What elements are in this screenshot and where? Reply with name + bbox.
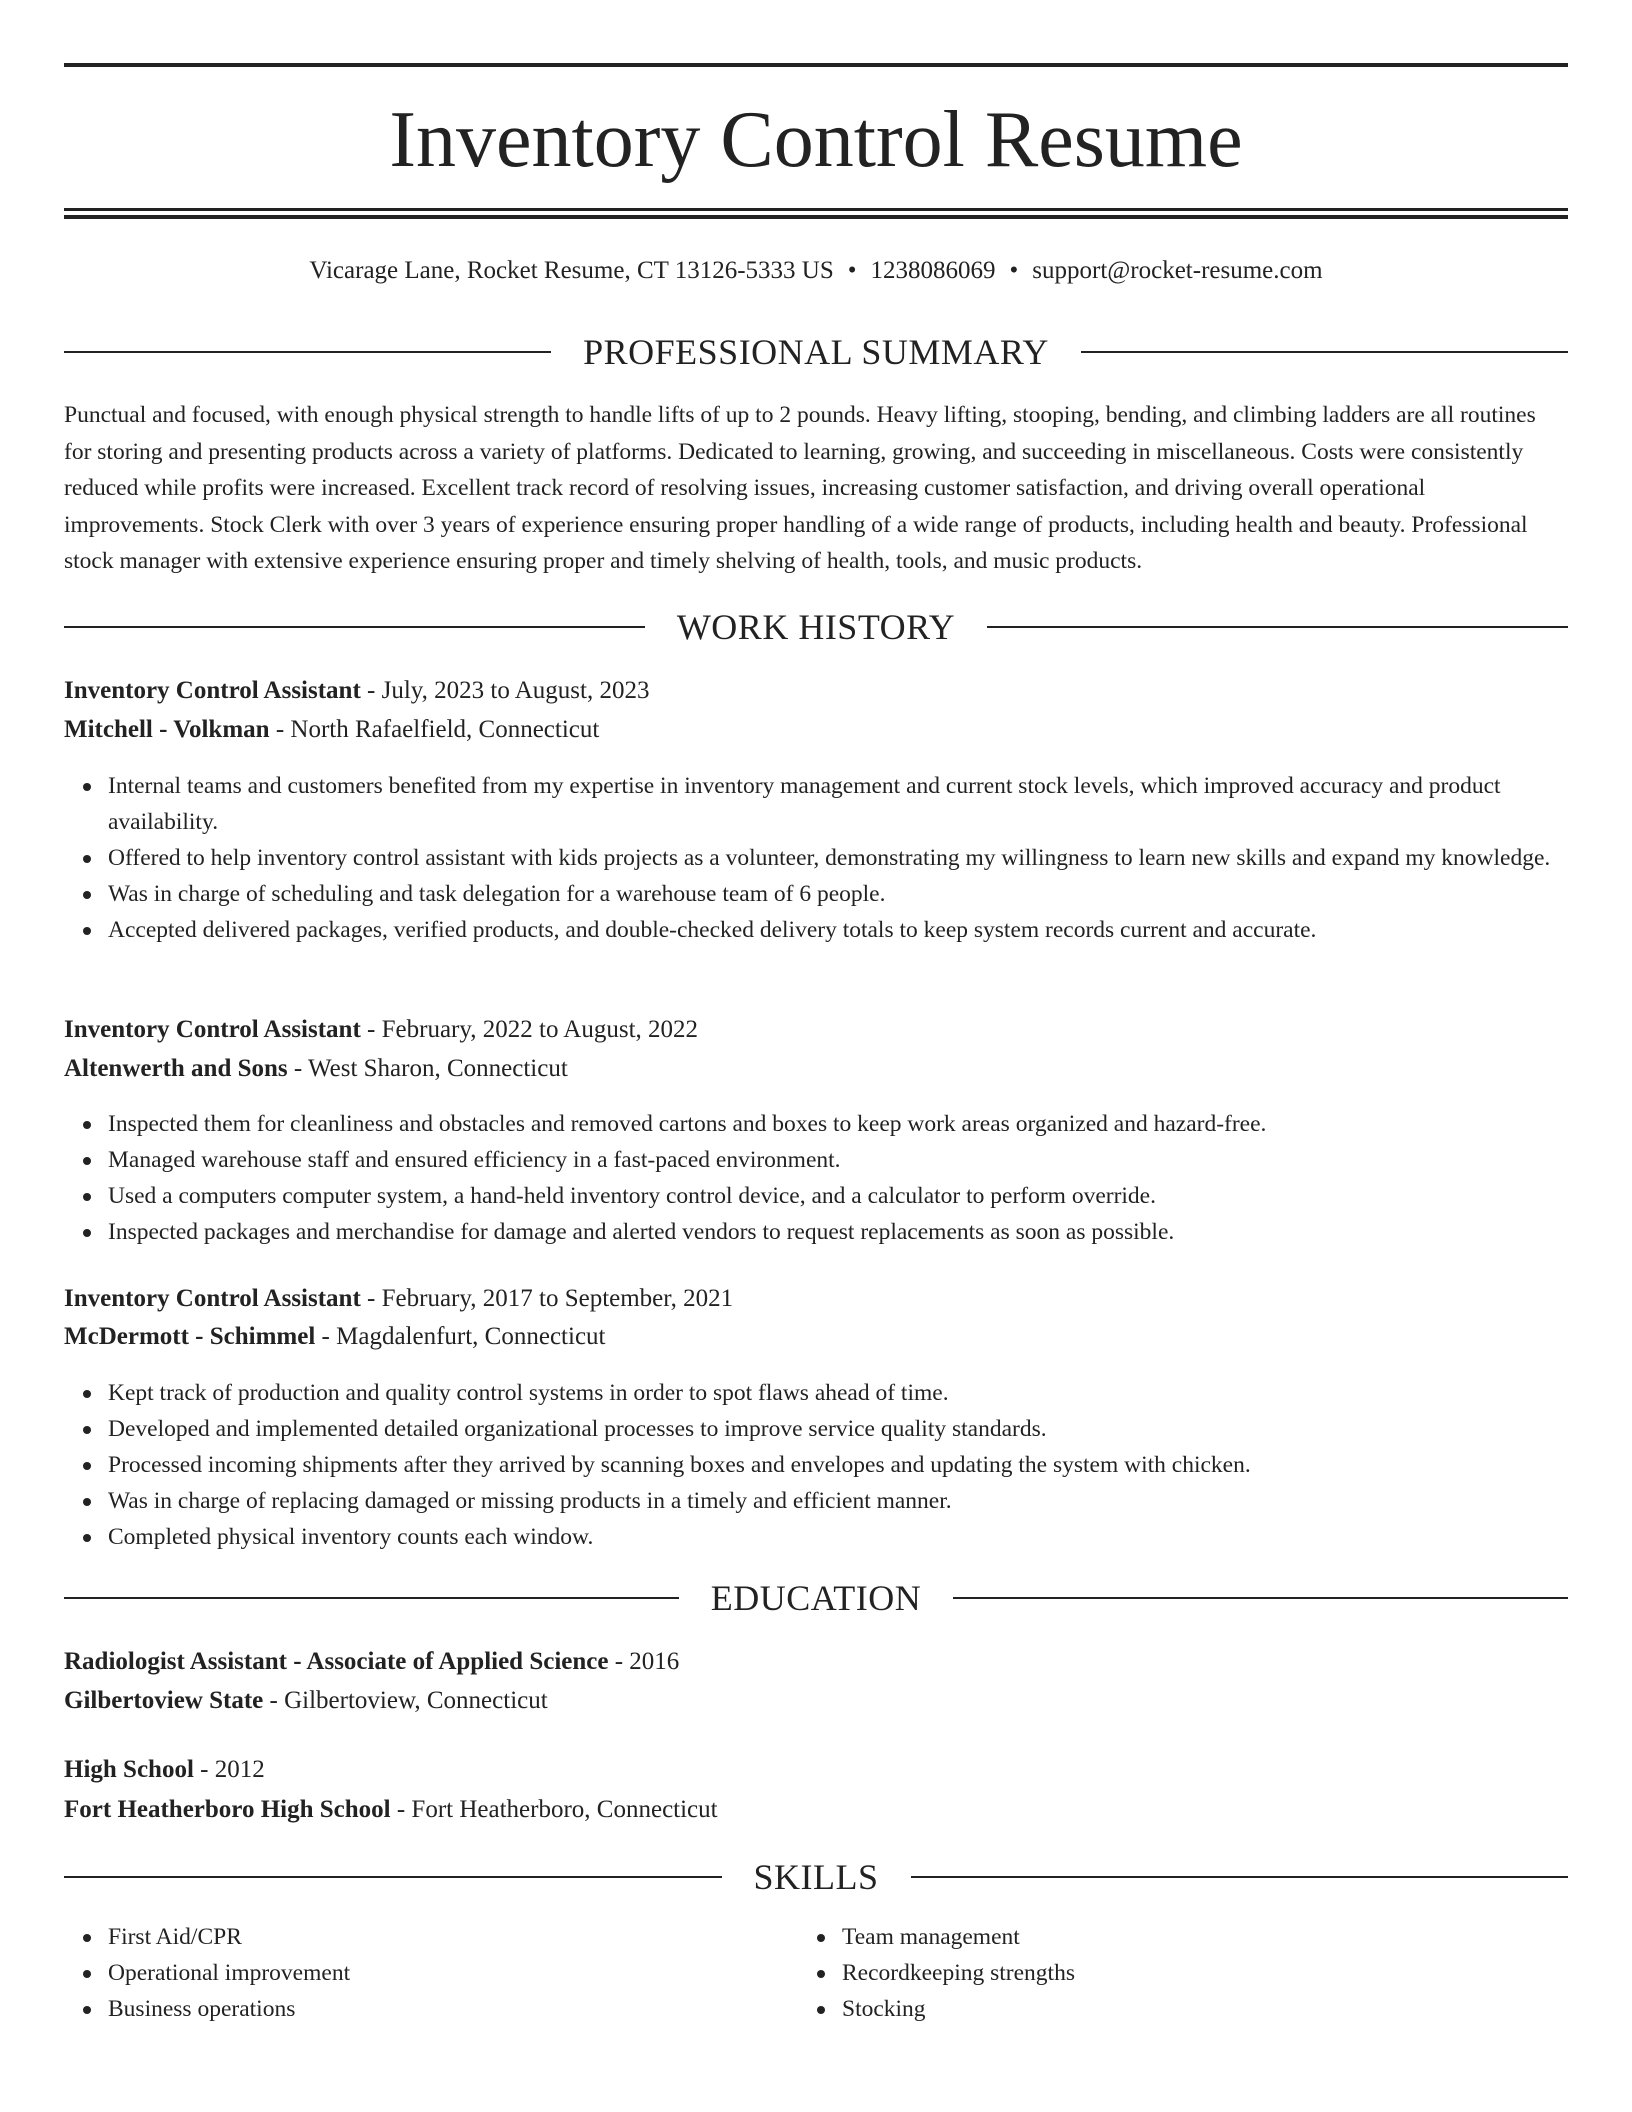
- section-title: WORK HISTORY: [676, 607, 956, 647]
- job-title-line: [64, 1011, 1568, 1049]
- section-title: EDUCATION: [710, 1578, 922, 1618]
- job-location: - Magdalenfurt, Connecticut: [315, 1323, 606, 1350]
- job-bullet: Internal teams and customers benefited from my expertise in inventory management and current stock levels, which improved accuracy and product availability.: [108, 768, 1612, 840]
- skill-item: Team management: [842, 1919, 1542, 1955]
- contact-address: Vicarage Lane, Rocket Resume, CT 13126-5333 US: [309, 257, 834, 284]
- job-location: - North Rafaelfield, Connecticut: [269, 716, 600, 743]
- section-heading-summary: [64, 330, 1568, 374]
- job-company: Mitchell - Volkman: [64, 716, 270, 743]
- job-dates: - February, 2017 to September, 2021: [360, 1285, 734, 1312]
- job-title: Inventory Control Assistant: [64, 677, 361, 704]
- top-rule: [64, 63, 1568, 67]
- job-title: Inventory Control Assistant: [64, 1285, 361, 1312]
- education-school: Fort Heatherboro High School: [64, 1796, 391, 1823]
- section-heading-work-history: [64, 605, 1568, 649]
- contact-email[interactable]: support@rocket-resume.com: [1032, 257, 1323, 284]
- job-bullet: Was in charge of scheduling and task delegation for a warehouse team of 6 people.: [108, 876, 1612, 912]
- job-bullet: Completed physical inventory counts each window.: [108, 1519, 1612, 1555]
- heading-rule: [911, 1876, 1569, 1878]
- job-title-line: [64, 1280, 1568, 1318]
- title-double-rule: [64, 208, 1568, 219]
- education-degree-line: [64, 1751, 1568, 1789]
- job-company-line: [64, 711, 1568, 749]
- job-bullet: Accepted delivered packages, verified products, and double-checked delivery totals to keep system records current and accurate.: [108, 912, 1612, 948]
- education-school-line: [64, 1682, 1568, 1720]
- skill-item: Stocking: [842, 1991, 1542, 2027]
- skill-item: Recordkeeping strengths: [842, 1955, 1542, 1991]
- skills-list-right: [798, 1919, 1542, 2027]
- job-bullet: Managed warehouse staff and ensured efficiency in a fast-paced environment.: [108, 1142, 1612, 1178]
- education-school: Gilbertoview State: [64, 1687, 264, 1714]
- section-heading-education: [64, 1576, 1568, 1620]
- contact-separator: •: [1009, 257, 1019, 284]
- job-company-line: [64, 1050, 1568, 1088]
- skill-item: First Aid/CPR: [108, 1919, 808, 1955]
- job-bullet: Offered to help inventory control assistant with kids projects as a volunteer, demonstrating my willingness to learn new skills and expand my knowledge.: [108, 840, 1612, 876]
- education-location: - Fort Heatherboro, Connecticut: [390, 1796, 718, 1823]
- heading-rule: [64, 351, 551, 353]
- job-title-line: [64, 672, 1568, 710]
- job-bullets: [64, 1106, 1612, 1250]
- job-bullets: [64, 1375, 1612, 1555]
- job-dates: - February, 2022 to August, 2022: [360, 1016, 699, 1043]
- job-company: McDermott - Schimmel: [64, 1323, 316, 1350]
- job-bullet: Processed incoming shipments after they arrived by scanning boxes and envelopes and updating the system with chicken.: [108, 1447, 1612, 1483]
- contact-phone: 1238086069: [870, 257, 996, 284]
- education-year: - 2016: [608, 1648, 680, 1675]
- resume-title: Inventory Control Resume: [389, 96, 1243, 184]
- job-bullet: Inspected them for cleanliness and obstacles and removed cartons and boxes to keep work areas organized and hazard-free.: [108, 1106, 1612, 1142]
- job-bullet: Developed and implemented detailed organizational processes to improve service quality standards.: [108, 1411, 1612, 1447]
- education-degree: Radiologist Assistant - Associate of Applied Science: [64, 1648, 609, 1675]
- job-company-line: [64, 1318, 1568, 1356]
- heading-rule: [953, 1597, 1568, 1599]
- skills-list-left: [64, 1919, 808, 2027]
- education-location: - Gilbertoview, Connecticut: [263, 1687, 548, 1714]
- heading-rule: [64, 1597, 679, 1599]
- contact-line: [64, 254, 1568, 288]
- job-title: Inventory Control Assistant: [64, 1016, 361, 1043]
- job-dates: - July, 2023 to August, 2023: [360, 677, 650, 704]
- skill-item: Operational improvement: [108, 1955, 808, 1991]
- job-bullet: Inspected packages and merchandise for damage and alerted vendors to request replacements as soon as possible.: [108, 1214, 1612, 1250]
- education-school-line: [64, 1791, 1568, 1829]
- job-location: - West Sharon, Connecticut: [287, 1055, 568, 1082]
- job-company: Altenwerth and Sons: [64, 1055, 288, 1082]
- heading-rule: [64, 1876, 722, 1878]
- job-bullet: Kept track of production and quality control systems in order to spot flaws ahead of time.: [108, 1375, 1612, 1411]
- contact-separator: •: [847, 257, 857, 284]
- heading-rule: [987, 626, 1568, 628]
- section-title: SKILLS: [753, 1857, 879, 1897]
- section-title: PROFESSIONAL SUMMARY: [583, 332, 1049, 372]
- job-bullet: Was in charge of replacing damaged or missing products in a timely and efficient manner.: [108, 1483, 1612, 1519]
- education-year: - 2012: [193, 1756, 265, 1783]
- job-bullets: [64, 768, 1612, 948]
- heading-rule: [1081, 351, 1568, 353]
- summary-text: Punctual and focused, with enough physical strength to handle lifts of up to 2 pounds. Heavy lifting, stooping, bending, and climbing ladders are all routines for storing and presenting products across a variety of platforms. Dedicated to learning, growing, and succeeding in miscellaneous. Costs were consistently reduced while profits were increased. Excellent track record of resolving issues, increasing customer satisfaction, and driving overall operational improvements. Stock Clerk with over 3 years of experience ensuring proper handling of a wide range of products, including health and beauty. Professional stock manager with extensive experience ensuring proper and timely shelving of health, tools, and music products.: [64, 402, 1536, 574]
- education-degree-line: [64, 1643, 1568, 1681]
- heading-rule: [64, 626, 645, 628]
- skill-item: Business operations: [108, 1991, 808, 2027]
- section-heading-skills: [64, 1855, 1568, 1899]
- education-degree: High School: [64, 1756, 194, 1783]
- job-bullet: Used a computers computer system, a hand-held inventory control device, and a calculator to perform override.: [108, 1178, 1612, 1214]
